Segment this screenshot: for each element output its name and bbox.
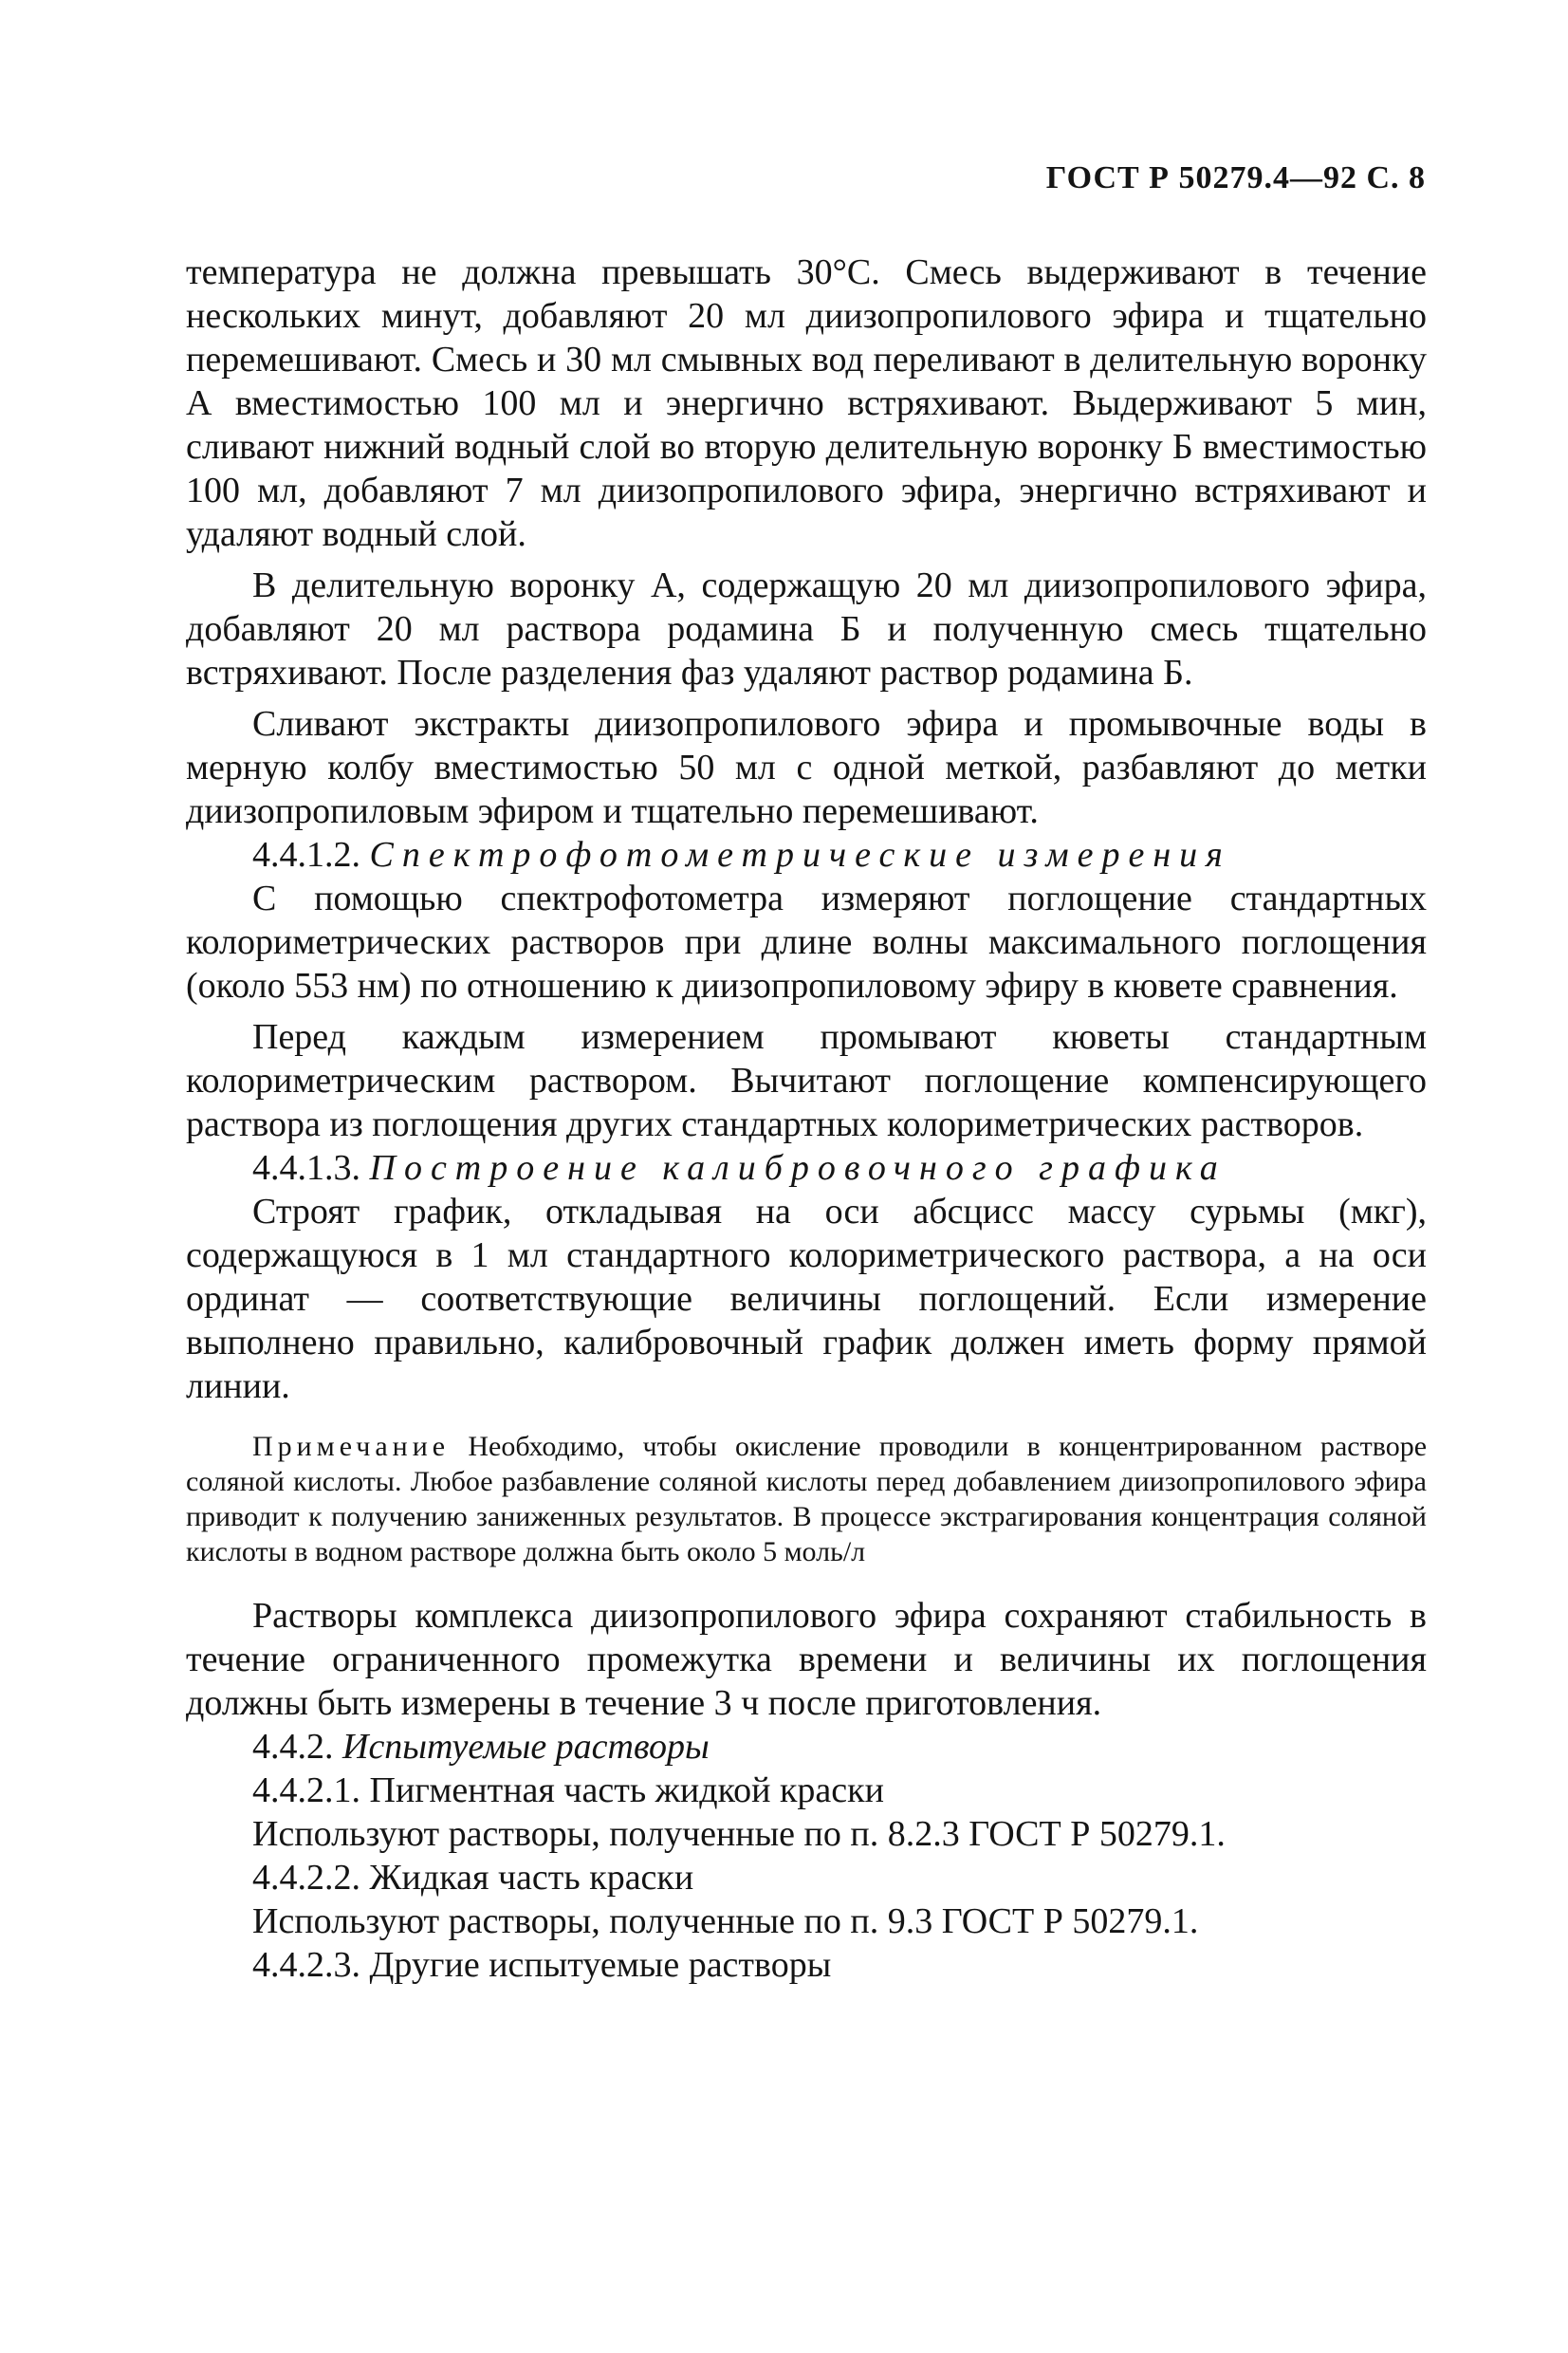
- note: [186, 1429, 1427, 1569]
- body-text: [186, 250, 1427, 1987]
- section-heading: [186, 1146, 1427, 1190]
- subsection-heading: 4.4.2.1. Пигментная часть жидкой краски: [252, 1770, 884, 1810]
- section-title: Испытуемые растворы: [342, 1727, 710, 1767]
- section-heading: [186, 1725, 1427, 1769]
- section-title: Спектрофотометрические измерения: [369, 835, 1231, 875]
- note-text: Необходимо, чтобы окисление проводили в концентрированном растворе соляной кислоты. Любое разбавление соляной кислоты перед добавлением диизопропилового эфира приводит к получению заниженных результатов. В процессе экстрагирования концентрация соляной кислоты в водном растворе должна быть около 5 моль/л: [186, 1431, 1428, 1567]
- section-title: Построение калибровочного графика: [369, 1148, 1227, 1188]
- note-label: Примечание: [252, 1431, 451, 1462]
- page-header: ГОСТ Р 50279.4—92 С. 8: [1045, 160, 1426, 195]
- section-number: 4.4.1.3.: [252, 1148, 360, 1188]
- paragraph: Строят график, откладывая на оси абсцисс массу сурьмы (мкг), содержащуюся в 1 мл стандартного колориметрического раствора, а на оси ординат — соответствующие величины поглощений. Если измерение выполнено правильно, калибровочный график должен иметь форму прямой линии.: [186, 1192, 1427, 1406]
- paragraph: Перед каждым измерением промывают кюветы стандартным колориметрическим раствором. Вычитают поглощение компенсирующего раствора из поглощения других стандартных колориметрических растворов.: [186, 1017, 1427, 1144]
- paragraph: Используют растворы, полученные по п. 8.2.3 ГОСТ Р 50279.1.: [252, 1814, 1226, 1854]
- paragraph: Сливают экстракты диизопропилового эфира и промывочные воды в мерную колбу вместимостью 50 мл с одной меткой, разбавляют до метки диизопропиловым эфиром и тщательно перемешивают.: [186, 704, 1427, 831]
- paragraph: Растворы комплекса диизопропилового эфира сохраняют стабильность в течение ограниченного промежутка времени и величины их поглощения должны быть измерены в течение 3 ч после приготовления.: [186, 1596, 1427, 1723]
- section-heading: [186, 833, 1427, 877]
- paragraph: Используют растворы, полученные по п. 9.3 ГОСТ Р 50279.1.: [252, 1901, 1199, 1941]
- paragraph: С помощью спектрофотометра измеряют поглощение стандартных колориметрических растворов при длине волны максимального поглощения (около 553 нм) по отношению к диизопропиловому эфиру в кювете сравнения.: [186, 879, 1427, 1006]
- subsection-heading: 4.4.2.3. Другие испытуемые растворы: [252, 1945, 832, 1985]
- section-number: 4.4.2.: [252, 1727, 334, 1767]
- paragraph: температура не должна превышать 30°С. Смесь выдерживают в течение нескольких минут, добавляют 20 мл диизопропилового эфира и тщательно перемешивают. Смесь и 30 мл смывных вод переливают в делительную воронку А вместимостью 100 мл и энергично встряхивают. Выдерживают 5 мин, сливают нижний водный слой во вторую делительную воронку Б вместимостью 100 мл, добавляют 7 мл диизопропилового эфира, энергично встряхивают и удаляют водный слой.: [186, 252, 1427, 554]
- paragraph: В делительную воронку А, содержащую 20 мл диизопропилового эфира, добавляют 20 мл раствора родамина Б и полученную смесь тщательно встряхивают. После разделения фаз удаляют раствор родамина Б.: [186, 565, 1427, 693]
- subsection-heading: 4.4.2.2. Жидкая часть краски: [252, 1858, 694, 1898]
- section-number: 4.4.1.2.: [252, 835, 360, 875]
